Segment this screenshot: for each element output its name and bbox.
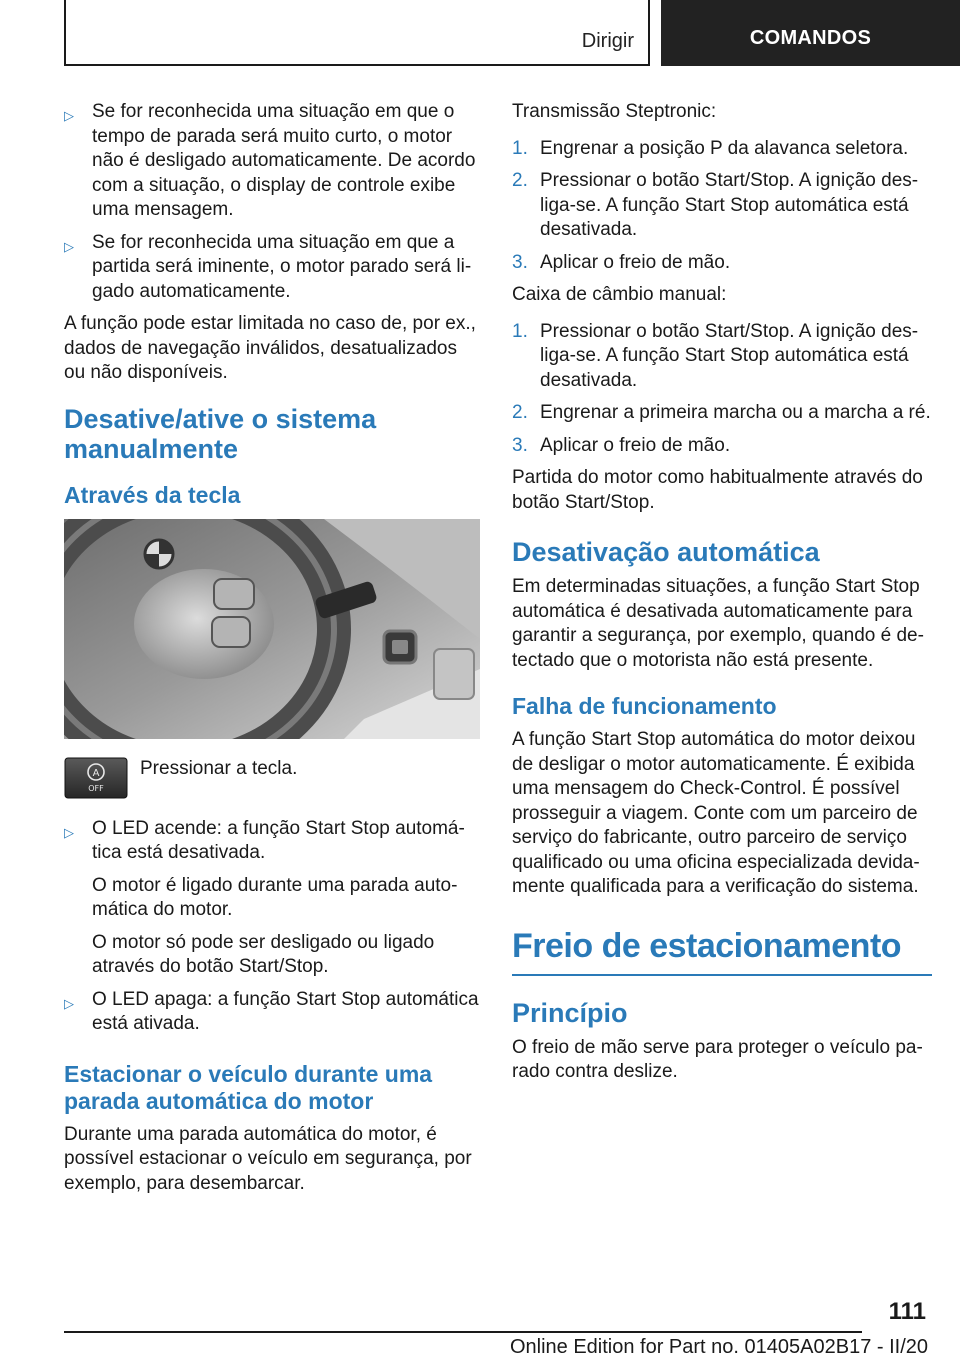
chapter-heading: Freio de estacionamento — [512, 926, 932, 976]
svg-text:A: A — [92, 767, 100, 779]
step-number: 1. — [512, 137, 528, 159]
right-column — [512, 100, 932, 1093]
footer-edition: Online Edition for Part no. 01405A02B17 - II/20 — [509, 1336, 928, 1358]
manual-steps — [512, 320, 932, 459]
manual-label: Caixa de câmbio manual: — [512, 284, 727, 305]
section-heading: Desative/ative o sistema manualmente — [64, 403, 377, 464]
bullet-item — [64, 231, 480, 305]
step-text: Aplicar o freio de mão. — [540, 251, 731, 273]
step-text: Engrenar a posição P da alavanca seletora. — [540, 137, 909, 159]
bullet-text: Se for reconhecida uma situação em que o tempo de parada será muito curto, o motor não é desligado automaticamente. De acordo com a situação, o display de controle exibe uma mensagem. — [92, 101, 476, 220]
step-text: Pressionar o botão Start/Stop. A ignição desliga-se. A função Start Stop automática está desativada. — [540, 320, 919, 391]
bullet-text: O LED acende: a função Start Stop automática está desativada. — [92, 817, 465, 863]
button-off-label: OFF — [88, 783, 104, 793]
paragraph: Durante uma parada automática do motor, é possível estacionar o veículo em segurança, por exemplo, para desembarcar. — [64, 1123, 472, 1194]
steptronic-label: Transmissão Steptronic: — [512, 101, 717, 122]
step-text: Pressionar o botão Start/Stop. A ignição desliga-se. A função Start Stop automática está desativada. — [540, 170, 919, 240]
triangle-bullet-icon: ▷ — [64, 238, 74, 254]
button-caption: Pressionar a tecla. — [140, 757, 298, 779]
numbered-step — [512, 137, 932, 162]
footer-divider — [64, 1331, 862, 1333]
bullet-text: O LED apaga: a função Start Stop automática está ativada. — [92, 988, 479, 1034]
page-number: 111 — [888, 1298, 926, 1325]
step-number: 3. — [512, 434, 528, 456]
numbered-step — [512, 401, 932, 426]
numbered-step — [512, 320, 932, 394]
numbered-step — [512, 169, 932, 243]
subsection-heading: Estacionar o veículo durante uma parada automática do motor — [64, 1060, 433, 1114]
paragraph: Em determinadas situações, a função Start Stop automática é desativada automaticamente para garantir a segurança, por exemplo, quando é detectado que o motorista não está presente. — [512, 576, 924, 671]
numbered-step — [512, 251, 932, 276]
step-text: Aplicar o freio de mão. — [540, 434, 731, 456]
steptronic-steps — [512, 137, 932, 276]
button-instruction — [64, 757, 480, 799]
bullet-subtext: O motor só pode ser desligado ou ligado através do botão Start/Stop. — [92, 931, 435, 977]
section-heading: Princípio — [512, 997, 628, 1028]
step-text: Engrenar a primeira marcha ou a marcha a ré. — [540, 402, 931, 423]
triangle-bullet-icon: ▷ — [64, 824, 74, 840]
chapter-tab: COMANDOS — [661, 0, 960, 66]
step-number: 3. — [512, 251, 528, 273]
paragraph: Partida do motor como habitualmente através do botão Start/Stop. — [512, 467, 923, 513]
cockpit-photo — [64, 519, 480, 739]
bullet-item — [64, 100, 480, 223]
bullet-subtext: O motor é ligado durante uma parada automática do motor. — [92, 874, 458, 920]
left-column — [64, 100, 480, 1204]
step-number: 2. — [512, 402, 528, 423]
step-number: 1. — [512, 320, 528, 342]
paragraph: O freio de mão serve para proteger o veículo parado contra deslize. — [512, 1036, 923, 1082]
triangle-bullet-icon: ▷ — [64, 108, 74, 123]
section-heading: Desativação automática — [512, 537, 820, 567]
triangle-bullet-icon: ▷ — [64, 995, 74, 1011]
bullet-text: Se for reconhecida uma situação em que a partida será iminente, o motor parado será ligado automaticamente. — [92, 231, 472, 302]
subsection-heading: Falha de funcionamento — [512, 693, 777, 719]
bullet-item — [64, 817, 480, 866]
subsection-heading: Através da tecla — [64, 481, 241, 508]
section-title: Dirigir — [581, 30, 634, 52]
paragraph: A função pode estar limitada no caso de, por ex., dados de navegação inválidos, desatualizados ou não disponíveis. — [64, 313, 476, 383]
step-number: 2. — [512, 170, 528, 191]
numbered-step — [512, 434, 932, 459]
auto-start-stop-button-icon — [64, 757, 128, 799]
paragraph: A função Start Stop automática do motor deixou de desligar o motor automaticamente. É exibida uma mensagem do Check-Control. É possível prosseguir a viagem. Conte com um parceiro de serviço do fabricante, outro parceiro de serviço qualificado ou uma oficina especializada devidamente qualificada para a verificação do sistema. — [512, 729, 920, 897]
bullet-item — [64, 988, 480, 1037]
header-box — [64, 0, 650, 66]
